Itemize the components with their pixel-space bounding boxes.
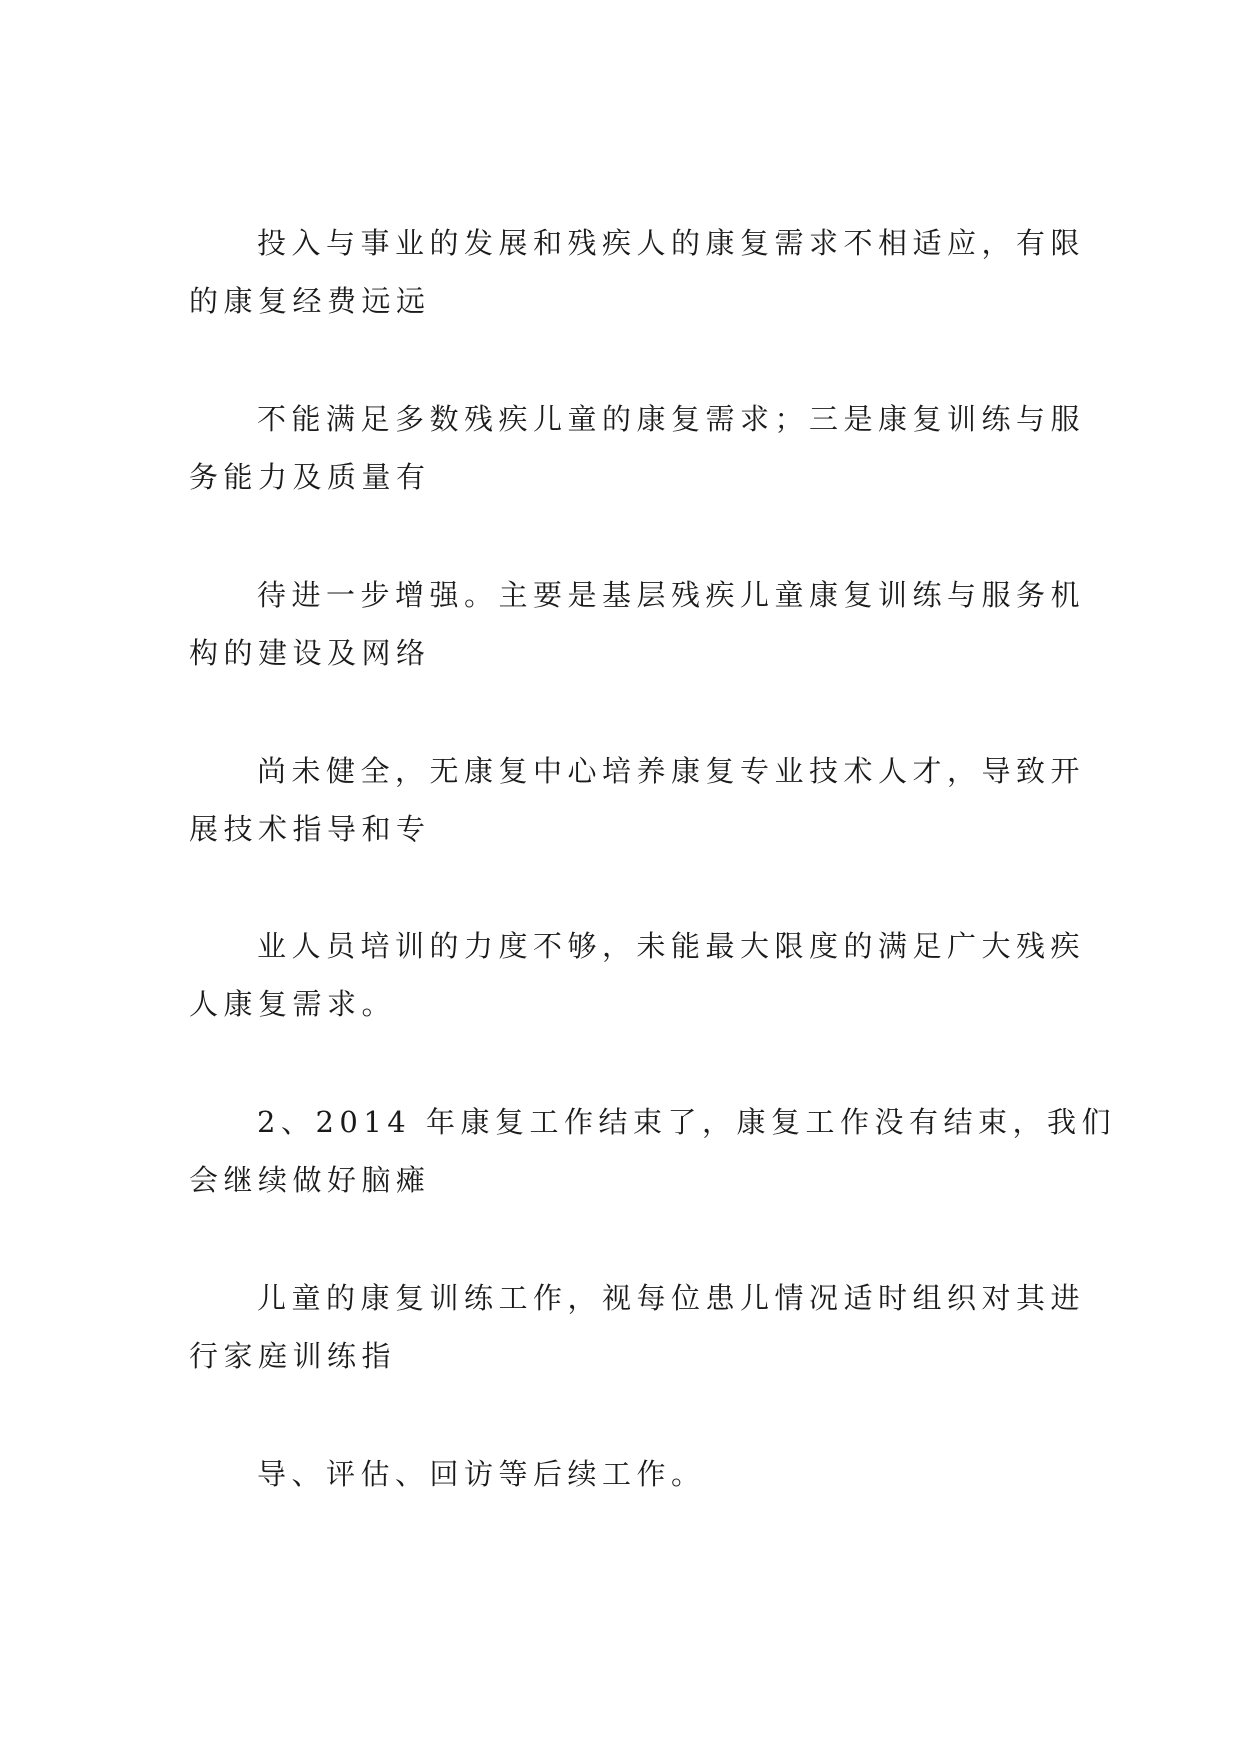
- paragraph-line: 人康复需求。: [189, 987, 397, 1021]
- paragraph-8: [189, 1445, 1059, 1503]
- paragraph-line: 2、2014 年康复工作结束了，康复工作没有结束，我们: [257, 1105, 1116, 1139]
- paragraph-line: 尚未健全，无康复中心培养康复专业技术人才，导致开: [257, 754, 1086, 788]
- paragraph-line: 行家庭训练指: [189, 1339, 397, 1373]
- paragraph-line: 构的建设及网络: [189, 636, 431, 670]
- paragraph-line: 投入与事业的发展和残疾人的康复需求不相适应，有限: [257, 226, 1086, 260]
- paragraph-5: [189, 917, 1086, 1033]
- paragraph-6: [189, 1093, 1116, 1209]
- paragraph-2: [189, 390, 1086, 506]
- paragraph-4: [189, 742, 1086, 858]
- paragraph-line: 儿童的康复训练工作，视每位患儿情况适时组织对其进: [257, 1281, 1086, 1315]
- paragraph-line: 务能力及质量有: [189, 460, 431, 494]
- paragraph-1: [189, 214, 1086, 330]
- paragraph-line: 展技术指导和专: [189, 812, 431, 846]
- paragraph-line: 不能满足多数残疾儿童的康复需求；三是康复训练与服: [257, 402, 1086, 436]
- paragraph-3: [189, 566, 1086, 682]
- paragraph-line: 待进一步增强。主要是基层残疾儿童康复训练与服务机: [257, 578, 1086, 612]
- paragraph-7: [189, 1269, 1086, 1385]
- paragraph-line: 的康复经费远远: [189, 284, 431, 318]
- paragraph-line: 业人员培训的力度不够，未能最大限度的满足广大残疾: [257, 929, 1086, 963]
- paragraph-line: 导、评估、回访等后续工作。: [257, 1457, 706, 1491]
- paragraph-line: 会继续做好脑瘫: [189, 1163, 431, 1197]
